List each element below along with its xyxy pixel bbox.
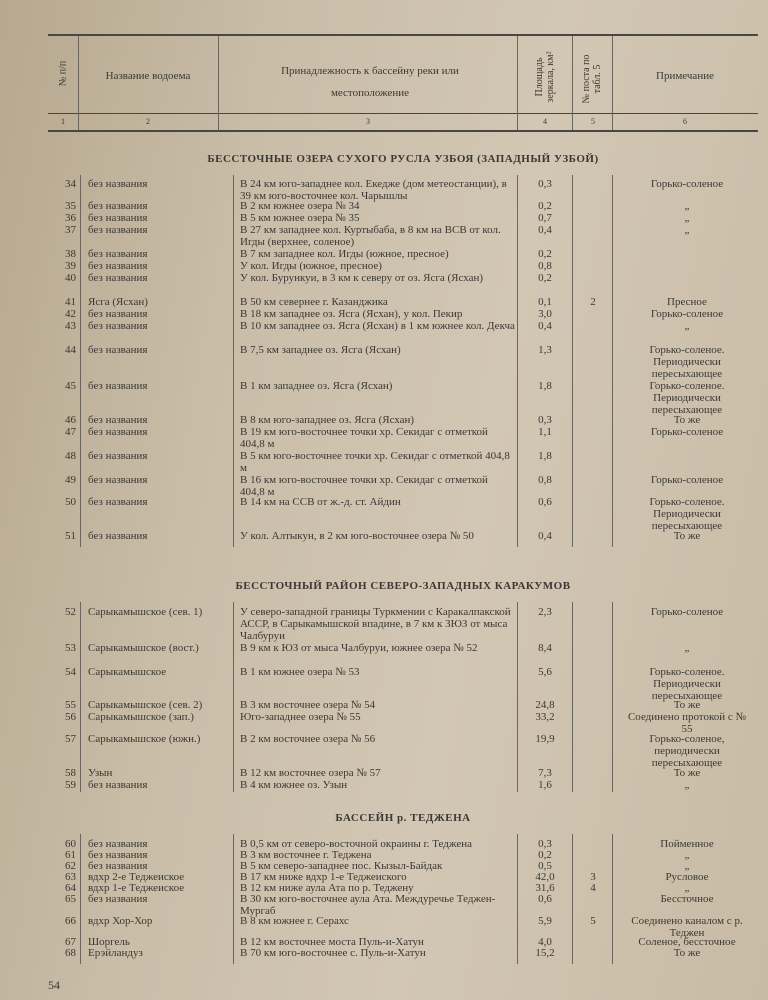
cell-loc: В 5 км северо-западнее пос. Кызыл-Байдак <box>240 860 443 872</box>
cell-area: 0,5 <box>538 860 552 872</box>
header-col-num: № п/п <box>57 60 69 87</box>
cell-name: Сарыкамышское (южн.) <box>88 733 201 745</box>
cell-num: 65 <box>65 893 76 905</box>
cell-num: 46 <box>65 414 76 426</box>
body-divider <box>612 602 613 792</box>
cell-loc: В 12 км восточнее озера № 57 <box>240 767 381 779</box>
cell-name: без названия <box>88 320 148 332</box>
cell-loc: В 5 км южнее озера № 35 <box>240 212 360 224</box>
section-title: БАССЕЙН р. ТЕДЖЕНА <box>335 812 471 824</box>
cell-area: 3,0 <box>538 308 552 320</box>
cell-area: 0,3 <box>538 414 552 426</box>
cell-area: 1,8 <box>538 380 552 392</box>
column-number: 6 <box>683 117 687 126</box>
header-divider <box>517 36 518 130</box>
cell-loc: У кол. Игды (южное, пресное) <box>240 260 382 272</box>
cell-name: без названия <box>88 779 148 791</box>
cell-note: „ <box>684 860 690 872</box>
cell-loc: В 0,5 км от северо-восточной окраины г. Теджена <box>240 838 472 850</box>
cell-note: Горько-соленое <box>650 308 724 320</box>
cell-num: 53 <box>65 642 76 654</box>
cell-name: без названия <box>88 426 148 438</box>
cell-note: Пресное <box>667 296 707 308</box>
cell-num: 54 <box>65 666 76 678</box>
header-bottom-rule <box>48 130 758 132</box>
cell-loc: В 27 км западнее кол. Куртыбаба, в 8 км на ВСВ от кол. Игды (верхнее, соленое) <box>240 224 501 248</box>
cell-name: Ясга (Ясхан) <box>88 296 148 308</box>
cell-note: Горько-соленое <box>650 606 724 618</box>
cell-name: без названия <box>88 224 148 236</box>
cell-area: 31,6 <box>535 882 555 894</box>
cell-num: 50 <box>65 496 76 508</box>
cell-num: 45 <box>65 380 76 392</box>
cell-num: 67 <box>65 936 76 948</box>
cell-name: Сарыкамышское (зап.) <box>88 711 194 723</box>
cell-area: 1,8 <box>538 450 552 462</box>
cell-note: „ <box>684 224 690 236</box>
cell-loc: В 1 км западнее оз. Ясга (Ясхан) <box>240 380 393 392</box>
page-number: 54 <box>48 978 60 992</box>
cell-note: „ <box>684 642 690 654</box>
cell-note: То же <box>673 947 701 959</box>
cell-name: Сарыкамышское (сев. 2) <box>88 699 203 711</box>
cell-name: Ерэйландуз <box>88 947 143 959</box>
cell-area: 0,2 <box>538 248 552 260</box>
cell-loc: В 4 км южнее оз. Узын <box>240 779 348 791</box>
header-divider <box>78 36 79 130</box>
body-divider <box>80 834 81 964</box>
cell-loc: В 12 км восточнее моста Пуль-и-Хатун <box>240 936 424 948</box>
cell-name: без названия <box>88 260 148 272</box>
cell-note: Горько-соленое. Периодически пересыхающее <box>649 380 725 416</box>
cell-name: вдхр 1-е Теджеиское <box>88 882 185 894</box>
cell-loc: В 2 км восточнее озера № 56 <box>240 733 376 745</box>
cell-loc: В 9 км к ЮЗ от мыса Чалбуруи, южнее озера № 52 <box>240 642 478 654</box>
cell-num: 37 <box>65 224 76 236</box>
cell-name: вдхр 2-е Теджеиское <box>88 871 185 883</box>
cell-loc: В 7,5 км западнее оз. Ясга (Ясхан) <box>240 344 401 356</box>
cell-note: „ <box>684 779 690 791</box>
body-divider <box>233 175 234 547</box>
cell-loc: В 17 км ниже вдхр 1-е Теджеиского <box>240 871 407 883</box>
cell-area: 19,9 <box>535 733 555 745</box>
cell-area: 15,2 <box>535 947 555 959</box>
column-number: 5 <box>591 117 595 126</box>
cell-name: Сарыкамышское <box>88 666 167 678</box>
cell-loc: У северо-западной границы Туркмении с Каракалпакской АССР, в Сарыкамышской впадине, в 7 км к ЗЮЗ от мыса Чалбуруи <box>240 606 511 642</box>
cell-loc: В 12 км ниже аула Ата по р. Теджену <box>240 882 414 894</box>
cell-num: 47 <box>65 426 76 438</box>
cell-post: 2 <box>590 296 596 308</box>
header-mid-rule <box>48 113 758 114</box>
cell-note: Горько-соленое, периодически пересыхающее <box>649 733 725 769</box>
cell-note: Горько-соленое <box>650 178 724 190</box>
header-divider <box>572 36 573 130</box>
cell-area: 42,0 <box>535 871 555 883</box>
cell-name: без названия <box>88 212 148 224</box>
cell-num: 39 <box>65 260 76 272</box>
cell-num: 44 <box>65 344 76 356</box>
cell-num: 61 <box>65 849 76 861</box>
cell-note: Бессточное <box>660 893 714 905</box>
cell-loc: В 2 км южнее озера № 34 <box>240 200 360 212</box>
cell-name: Шоргель <box>88 936 130 948</box>
body-divider <box>612 834 613 964</box>
body-divider <box>517 175 518 547</box>
column-number: 2 <box>146 117 150 126</box>
cell-num: 59 <box>65 779 76 791</box>
cell-name: без названия <box>88 272 148 284</box>
cell-num: 40 <box>65 272 76 284</box>
cell-area: 0,3 <box>538 838 552 850</box>
column-number: 1 <box>61 117 65 126</box>
cell-note: Пойменное <box>660 838 714 850</box>
body-divider <box>572 175 573 547</box>
cell-loc: У кол. Бурункуи, в 3 км к северу от оз. Ясга (Ясхан) <box>240 272 484 284</box>
cell-name: вдхр Хор-Хор <box>88 915 153 927</box>
cell-note: Соединено каналом с р. Теджен <box>631 915 743 939</box>
section-title: БЕССТОЧНЫЕ ОЗЕРА СУХОГО РУСЛА УЗБОЯ (ЗАПАДНЫЙ УЗБОЙ) <box>207 153 599 165</box>
cell-note: Горько-соленое. Периодически пересыхающее <box>649 344 725 380</box>
cell-num: 55 <box>65 699 76 711</box>
cell-note: То же <box>673 414 701 426</box>
cell-num: 36 <box>65 212 76 224</box>
header-top-rule <box>48 34 758 36</box>
cell-note: То же <box>673 699 701 711</box>
cell-num: 68 <box>65 947 76 959</box>
cell-note: „ <box>684 200 690 212</box>
cell-num: 64 <box>65 882 76 894</box>
cell-area: 1,6 <box>538 779 552 791</box>
cell-name: без названия <box>88 474 148 486</box>
cell-note: „ <box>684 849 690 861</box>
body-divider <box>517 834 518 964</box>
cell-area: 7,3 <box>538 767 552 779</box>
cell-area: 0,4 <box>538 224 552 236</box>
cell-name: без названия <box>88 838 148 850</box>
cell-note: Горько-соленое <box>650 426 724 438</box>
cell-area: 0,1 <box>538 296 552 308</box>
cell-name: Сарыкамышское (вост.) <box>88 642 199 654</box>
cell-loc: В 24 км юго-западнее кол. Екедже (дом метеостанции), в 39 км юго-восточнее кол. Чарышлы <box>240 178 507 202</box>
cell-area: 0,3 <box>538 178 552 190</box>
cell-num: 42 <box>65 308 76 320</box>
header-col-note: Примечание <box>656 70 714 82</box>
cell-area: 0,2 <box>538 200 552 212</box>
cell-loc: В 1 км южнее озера № 53 <box>240 666 360 678</box>
cell-loc: В 3 км восточнее г. Теджена <box>240 849 372 861</box>
cell-num: 52 <box>65 606 76 618</box>
cell-loc: В 18 км западнее оз. Ясга (Ясхан), у кол. Пекир <box>240 308 463 320</box>
cell-num: 35 <box>65 200 76 212</box>
cell-loc: В 5 км юго-восточнее точки хр. Секидаг с отметкой 404,8 м <box>240 450 510 474</box>
cell-name: без названия <box>88 200 148 212</box>
cell-loc: В 70 км юго-восточнее с. Пуль-и-Хатун <box>240 947 426 959</box>
cell-area: 0,2 <box>538 272 552 284</box>
cell-name: Сарыкамышское (сев. 1) <box>88 606 203 618</box>
cell-loc: В 30 км юго-восточнее аула Ата. Междуречье Теджен-Мургаб <box>240 893 496 917</box>
cell-loc: В 7 км западнее кол. Игды (южное, пресное) <box>240 248 449 260</box>
body-divider <box>80 602 81 792</box>
cell-name: без названия <box>88 860 148 872</box>
cell-loc: В 8 км южнее г. Серахс <box>240 915 349 927</box>
cell-area: 5,6 <box>538 666 552 678</box>
cell-loc: В 14 км на ССВ от ж.-д. ст. Айдин <box>240 496 401 508</box>
cell-loc: В 19 км юго-восточнее точки хр. Секидаг с отметкой 404,8 м <box>240 426 488 450</box>
column-number: 4 <box>543 117 547 126</box>
cell-name: без названия <box>88 414 148 426</box>
body-divider <box>80 175 81 547</box>
header-divider <box>612 36 613 130</box>
cell-area: 0,4 <box>538 320 552 332</box>
header-col-post: № поста по табл. 5 <box>581 54 603 104</box>
cell-area: 0,8 <box>538 474 552 486</box>
cell-note: „ <box>684 320 690 332</box>
cell-name: без названия <box>88 248 148 260</box>
header-col-basin: Принадлежность к бассейну реки или местоположение <box>281 65 459 99</box>
cell-name: без названия <box>88 849 148 861</box>
cell-note: Соединено протокой с № 55 <box>627 711 747 735</box>
cell-note: „ <box>684 882 690 894</box>
body-divider <box>517 602 518 792</box>
cell-num: 56 <box>65 711 76 723</box>
cell-num: 58 <box>65 767 76 779</box>
cell-loc: В 10 км западнее оз. Ясга (Ясхан) в 1 км южнее кол. Декча <box>240 320 515 332</box>
cell-num: 51 <box>65 530 76 542</box>
cell-name: без названия <box>88 380 148 392</box>
cell-loc: Юго-западнее озера № 55 <box>240 711 361 723</box>
cell-num: 38 <box>65 248 76 260</box>
cell-loc: В 3 км восточнее озера № 54 <box>240 699 376 711</box>
cell-name: без названия <box>88 344 148 356</box>
column-number: 3 <box>366 117 370 126</box>
cell-area: 8,4 <box>538 642 552 654</box>
cell-num: 63 <box>65 871 76 883</box>
cell-loc: В 50 км севернее г. Казанджика <box>240 296 388 308</box>
cell-post: 5 <box>590 915 596 927</box>
cell-num: 34 <box>65 178 76 190</box>
cell-loc: У кол. Алтыкун, в 2 км юго-восточнее озера № 50 <box>240 530 474 542</box>
header-divider <box>218 36 219 130</box>
cell-area: 0,6 <box>538 496 552 508</box>
cell-area: 0,8 <box>538 260 552 272</box>
cell-loc: В 16 км юго-восточнее точки хр. Секидаг с отметкой 404,8 м <box>240 474 488 498</box>
cell-name: без названия <box>88 308 148 320</box>
cell-num: 57 <box>65 733 76 745</box>
cell-num: 43 <box>65 320 76 332</box>
cell-area: 2,3 <box>538 606 552 618</box>
cell-name: без названия <box>88 450 148 462</box>
cell-num: 60 <box>65 838 76 850</box>
cell-area: 0,7 <box>538 212 552 224</box>
body-divider <box>233 602 234 792</box>
cell-area: 0,4 <box>538 530 552 542</box>
cell-num: 66 <box>65 915 76 927</box>
header-col-area: Площадь зеркала, км² <box>534 51 556 103</box>
cell-note: „ <box>684 212 690 224</box>
cell-post: 3 <box>590 871 596 883</box>
body-divider <box>572 834 573 964</box>
cell-name: без названия <box>88 496 148 508</box>
cell-note: Горько-соленое. Периодически пересыхающее <box>649 666 725 702</box>
cell-num: 62 <box>65 860 76 872</box>
cell-post: 4 <box>590 882 596 894</box>
cell-note: То же <box>673 530 701 542</box>
body-divider <box>233 834 234 964</box>
cell-num: 49 <box>65 474 76 486</box>
cell-area: 5,9 <box>538 915 552 927</box>
cell-area: 33,2 <box>535 711 555 723</box>
cell-name: без названия <box>88 178 148 190</box>
cell-area: 0,6 <box>538 893 552 905</box>
cell-name: без названия <box>88 893 148 905</box>
cell-note: Соленое, бессточное <box>638 936 736 948</box>
section-title: БЕССТОЧНЫЙ РАЙОН СЕВЕРО-ЗАПАДНЫХ КАРАКУМОВ <box>235 580 571 592</box>
cell-loc: В 8 км юго-западнее оз. Ясга (Ясхан) <box>240 414 415 426</box>
cell-num: 41 <box>65 296 76 308</box>
cell-area: 1,1 <box>538 426 552 438</box>
body-divider <box>612 175 613 547</box>
header-col-name: Название водоема <box>105 70 191 82</box>
cell-area: 1,3 <box>538 344 552 356</box>
body-divider <box>572 602 573 792</box>
cell-num: 48 <box>65 450 76 462</box>
cell-note: Русловое <box>665 871 709 883</box>
cell-area: 0,2 <box>538 849 552 861</box>
cell-area: 24,8 <box>535 699 555 711</box>
cell-note: То же <box>673 767 701 779</box>
cell-area: 4,0 <box>538 936 552 948</box>
cell-note: Горько-соленое. Периодически пересыхающее <box>649 496 725 532</box>
cell-note: Горько-соленое <box>650 474 724 486</box>
cell-name: Узын <box>88 767 113 779</box>
cell-name: без названия <box>88 530 148 542</box>
